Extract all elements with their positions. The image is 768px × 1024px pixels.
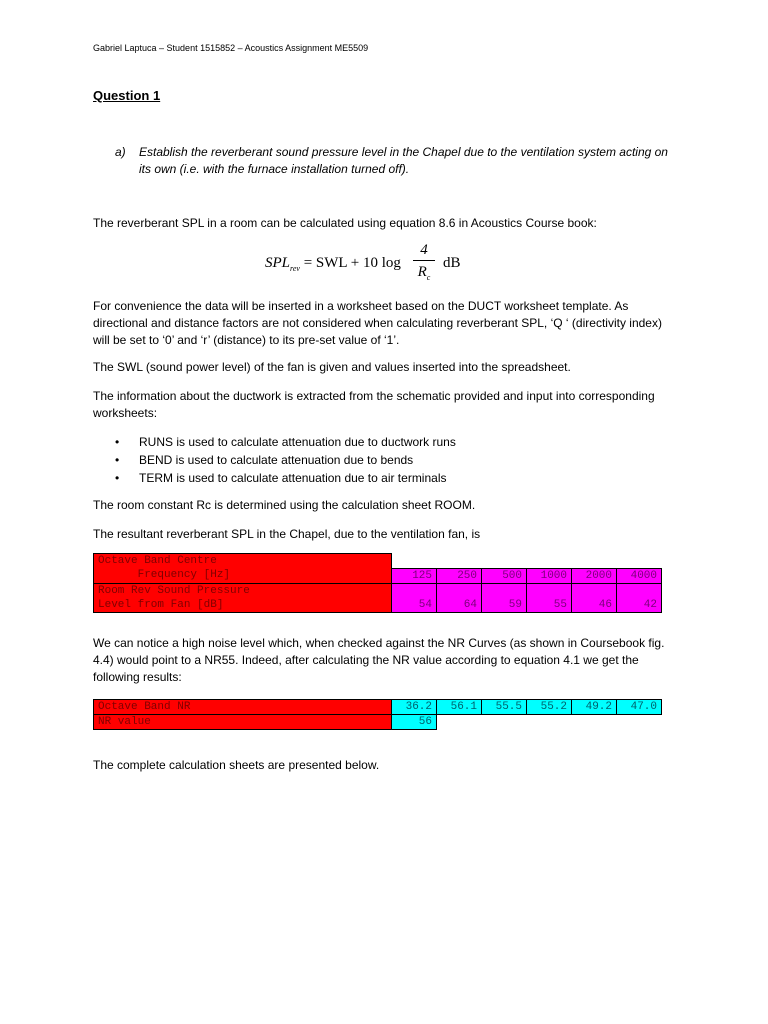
paragraph-swl: The SWL (sound power level) of the fan is given and values inserted into the spreadsheet. [93,360,571,374]
table-cell: 55 [527,598,572,613]
table-label: Octave Band NR [94,700,392,715]
table-cell: 56 [392,715,437,730]
table-cell: 54 [392,598,437,613]
formula-lhs: $SPL_{rev}$ = SWL + 10 log [265,255,401,273]
table-cell: 49.2 [572,700,617,715]
paragraph-closing: The complete calculation sheets are presented below. [93,758,380,772]
table-cell: 2000 [572,568,617,583]
table-cell: 59 [482,598,527,613]
list-item: • TERM is used to calculate attenuation due to air terminals [115,471,447,485]
paragraph-equation-intro: The reverberant SPL in a room can be calculated using equation 8.6 in Acoustics Course book: [93,216,597,230]
subquestion-text: Establish the reverberant sound pressure level in the Chapel due to the ventilation system acting on its own (i.e. with the furnace installation turned off). [139,145,668,176]
formula-numerator: 4 [420,242,428,258]
formula-denominator: $R_c$ [417,264,431,282]
page-header: Gabriel Laptuca – Student 1515852 – Acoustics Assignment ME5509 [93,43,369,53]
table-cell: 55.5 [482,700,527,715]
subquestion-label: a) [115,145,126,159]
paragraph-worksheet: For convenience the data will be inserted in a worksheet based on the DUCT worksheet template. As directional and distance factors are not considered when calculating reverberant SPL, ‘Q ‘ (directivity index) will be set to ‘0’ and ‘r’ (distance) to its pre-set value of ‘1’. [93,299,662,347]
table-label: NR value [94,715,392,730]
paragraph-ductwork: The information about the ductwork is extracted from the schematic provided and input into corresponding worksheets: [93,389,655,420]
table-cell: 500 [482,568,527,583]
table-label: Room Rev Sound Pressure [94,583,392,598]
table-cell: 56.1 [437,700,482,715]
table-cell: 1000 [527,568,572,583]
worksheet-list [93,433,456,487]
table-cell: 36.2 [392,700,437,715]
table-cell: 55.2 [527,700,572,715]
list-item: • BEND is used to calculate attenuation due to bends [115,453,414,467]
nr-table [93,699,662,730]
table-cell: 250 [437,568,482,583]
paragraph-nr-analysis: We can notice a high noise level which, when checked against the NR Curves (as shown in Coursebook fig. 4.4) would point to a NR55. Indeed, after calculating the NR value according to equation 4.1 we get the following results: [93,636,665,684]
table-label: Octave Band Centre [94,554,392,569]
table-label: Level from Fan [dB] [94,598,392,613]
spl-formula [265,240,485,290]
table-cell: 125 [392,568,437,583]
table-cell: 4000 [617,568,662,583]
spl-table [93,553,662,613]
paragraph-result-intro: The resultant reverberant SPL in the Chapel, due to the ventilation fan, is [93,527,481,541]
formula-fraction [413,240,435,281]
table-cell: 47.0 [617,700,662,715]
formula-unit: dB [443,255,461,271]
list-item: • RUNS is used to calculate attenuation due to ductwork runs [115,435,456,449]
table-label: Frequency [Hz] [94,568,392,583]
subquestion [115,144,675,178]
table-cell: 46 [572,598,617,613]
question-title: Question 1 [93,88,161,103]
table-cell: 42 [617,598,662,613]
paragraph-room-constant: The room constant Rc is determined using the calculation sheet ROOM. [93,498,476,512]
table-cell: 64 [437,598,482,613]
